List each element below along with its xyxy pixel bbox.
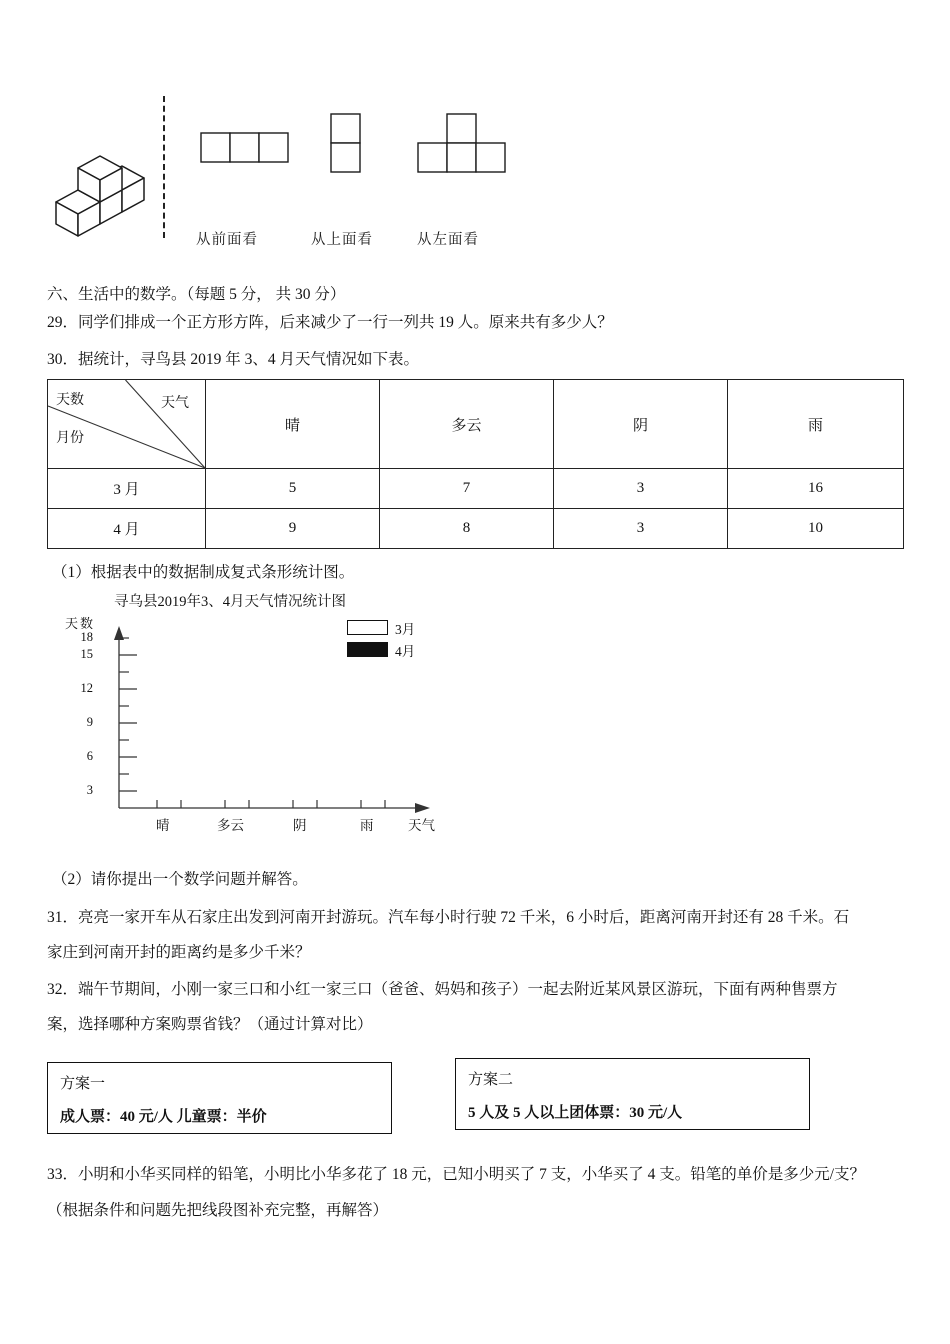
- plan-box-two: [455, 1058, 810, 1130]
- question-30-part-1: （1）根据表中的数据制成复式条形统计图。: [52, 564, 355, 581]
- solid-shape-icon: [52, 152, 168, 238]
- question-33-line-2: （根据条件和问题先把线段图补充完整，再解答）: [47, 1202, 389, 1219]
- table-cell: 9: [206, 509, 380, 549]
- x-cat-yu: 雨: [360, 818, 374, 833]
- question-31-line-1: 31．亮亮一家开车从石家庄出发到河南开封游玩。汽车每小时行驶 72 千米，6 小时后，距离河南开封还有 28 千米。石: [47, 909, 850, 926]
- chart-title: 寻乌县2019年3、4月天气情况统计图: [114, 594, 346, 610]
- view-top: [330, 113, 364, 180]
- view-front-caption: 从前面看: [196, 232, 258, 248]
- legend-label-april: 4月: [395, 643, 416, 659]
- x-axis-arrow: [415, 803, 430, 813]
- top-view-shape-icon: [330, 113, 364, 175]
- question-32-line-1: 32．端午节期间，小刚一家三口和小红一家三口（爸爸、妈妈和孩子）一起去附近某风景区游玩，下面有两种售票方: [47, 981, 838, 998]
- legend-label-march: 3月: [395, 621, 416, 637]
- table-header-row: [48, 380, 904, 469]
- view-front: [200, 132, 292, 169]
- chart-axes: [57, 590, 477, 845]
- y-tick-3: 3: [86, 783, 93, 797]
- table-cell: 3: [554, 509, 728, 549]
- table-corner-cell: [48, 380, 206, 469]
- corner-label-month: 月份: [56, 431, 84, 446]
- geometry-figure-block: [0, 0, 950, 265]
- table-col-header: 雨: [728, 380, 904, 469]
- section-heading: 六、生活中的数学。（每题 5 分， 共 30 分）: [47, 286, 346, 303]
- y-tick-6: 6: [86, 749, 93, 763]
- corner-label-weather: 天气: [161, 396, 189, 411]
- question-30-part-2: （2）请你提出一个数学问题并解答。: [52, 871, 308, 888]
- y-tick-9: 9: [86, 715, 93, 729]
- table-col-header: 晴: [206, 380, 380, 469]
- question-32-line-2: 案，选择哪种方案购票省钱？（通过计算对比）: [47, 1016, 373, 1033]
- question-31-line-2: 家庄到河南开封的距离约是多少千米？: [47, 944, 311, 961]
- x-cat-duoyun: 多云: [217, 818, 244, 833]
- table-col-header: 多云: [380, 380, 554, 469]
- table-row: [48, 509, 904, 549]
- table-cell: 5: [206, 469, 380, 509]
- chart-y-axis-label: 天数: [65, 616, 96, 631]
- y-tick-18: 18: [80, 630, 93, 644]
- table-cell: 3: [554, 469, 728, 509]
- front-view-shape-icon: [200, 132, 292, 164]
- y-tick-15: 15: [80, 647, 93, 661]
- plan-box-one: [47, 1062, 392, 1134]
- x-cat-yin: 阴: [293, 818, 307, 833]
- chart-x-axis-label: 天气: [408, 818, 435, 833]
- table-cell: 10: [728, 509, 904, 549]
- table-cell: 16: [728, 469, 904, 509]
- bar-chart-template: [57, 590, 477, 845]
- plan-two-title: 方案二: [468, 1072, 514, 1088]
- table-cell: 8: [380, 509, 554, 549]
- question-33-line-1: 33．小明和小华买同样的铅笔，小明比小华多花了 18 元，已知小明买了 7 支，小华买了 4 支。铅笔的单价是多少元/支？: [47, 1166, 866, 1183]
- weather-table: [47, 379, 904, 549]
- table-col-header: 阴: [554, 380, 728, 469]
- plan-one-title: 方案一: [60, 1076, 106, 1092]
- view-left: [417, 113, 509, 180]
- table-row-month: 4 月: [48, 509, 206, 549]
- view-left-caption: 从左面看: [417, 232, 479, 248]
- table-row-month: 3 月: [48, 469, 206, 509]
- question-30: 30．据统计，寻鸟县 2019 年 3、4 月天气情况如下表。: [47, 351, 420, 368]
- plan-one-detail: 成人票：40 元/人 儿童票：半价: [60, 1109, 267, 1125]
- dashed-divider: [163, 96, 165, 238]
- table-row: [48, 469, 904, 509]
- view-top-caption: 从上面看: [311, 232, 373, 248]
- y-tick-12: 12: [80, 681, 93, 695]
- question-29: 29．同学们排成一个正方形方阵，后来减少了一行一列共 19 人。原来共有多少人？: [47, 314, 613, 331]
- plan-two-detail: 5 人及 5 人以上团体票：30 元/人: [468, 1105, 683, 1121]
- corner-label-days: 天数: [56, 393, 84, 408]
- x-cat-qing: 晴: [156, 818, 170, 833]
- left-view-shape-icon: [417, 113, 509, 175]
- table-cell: 7: [380, 469, 554, 509]
